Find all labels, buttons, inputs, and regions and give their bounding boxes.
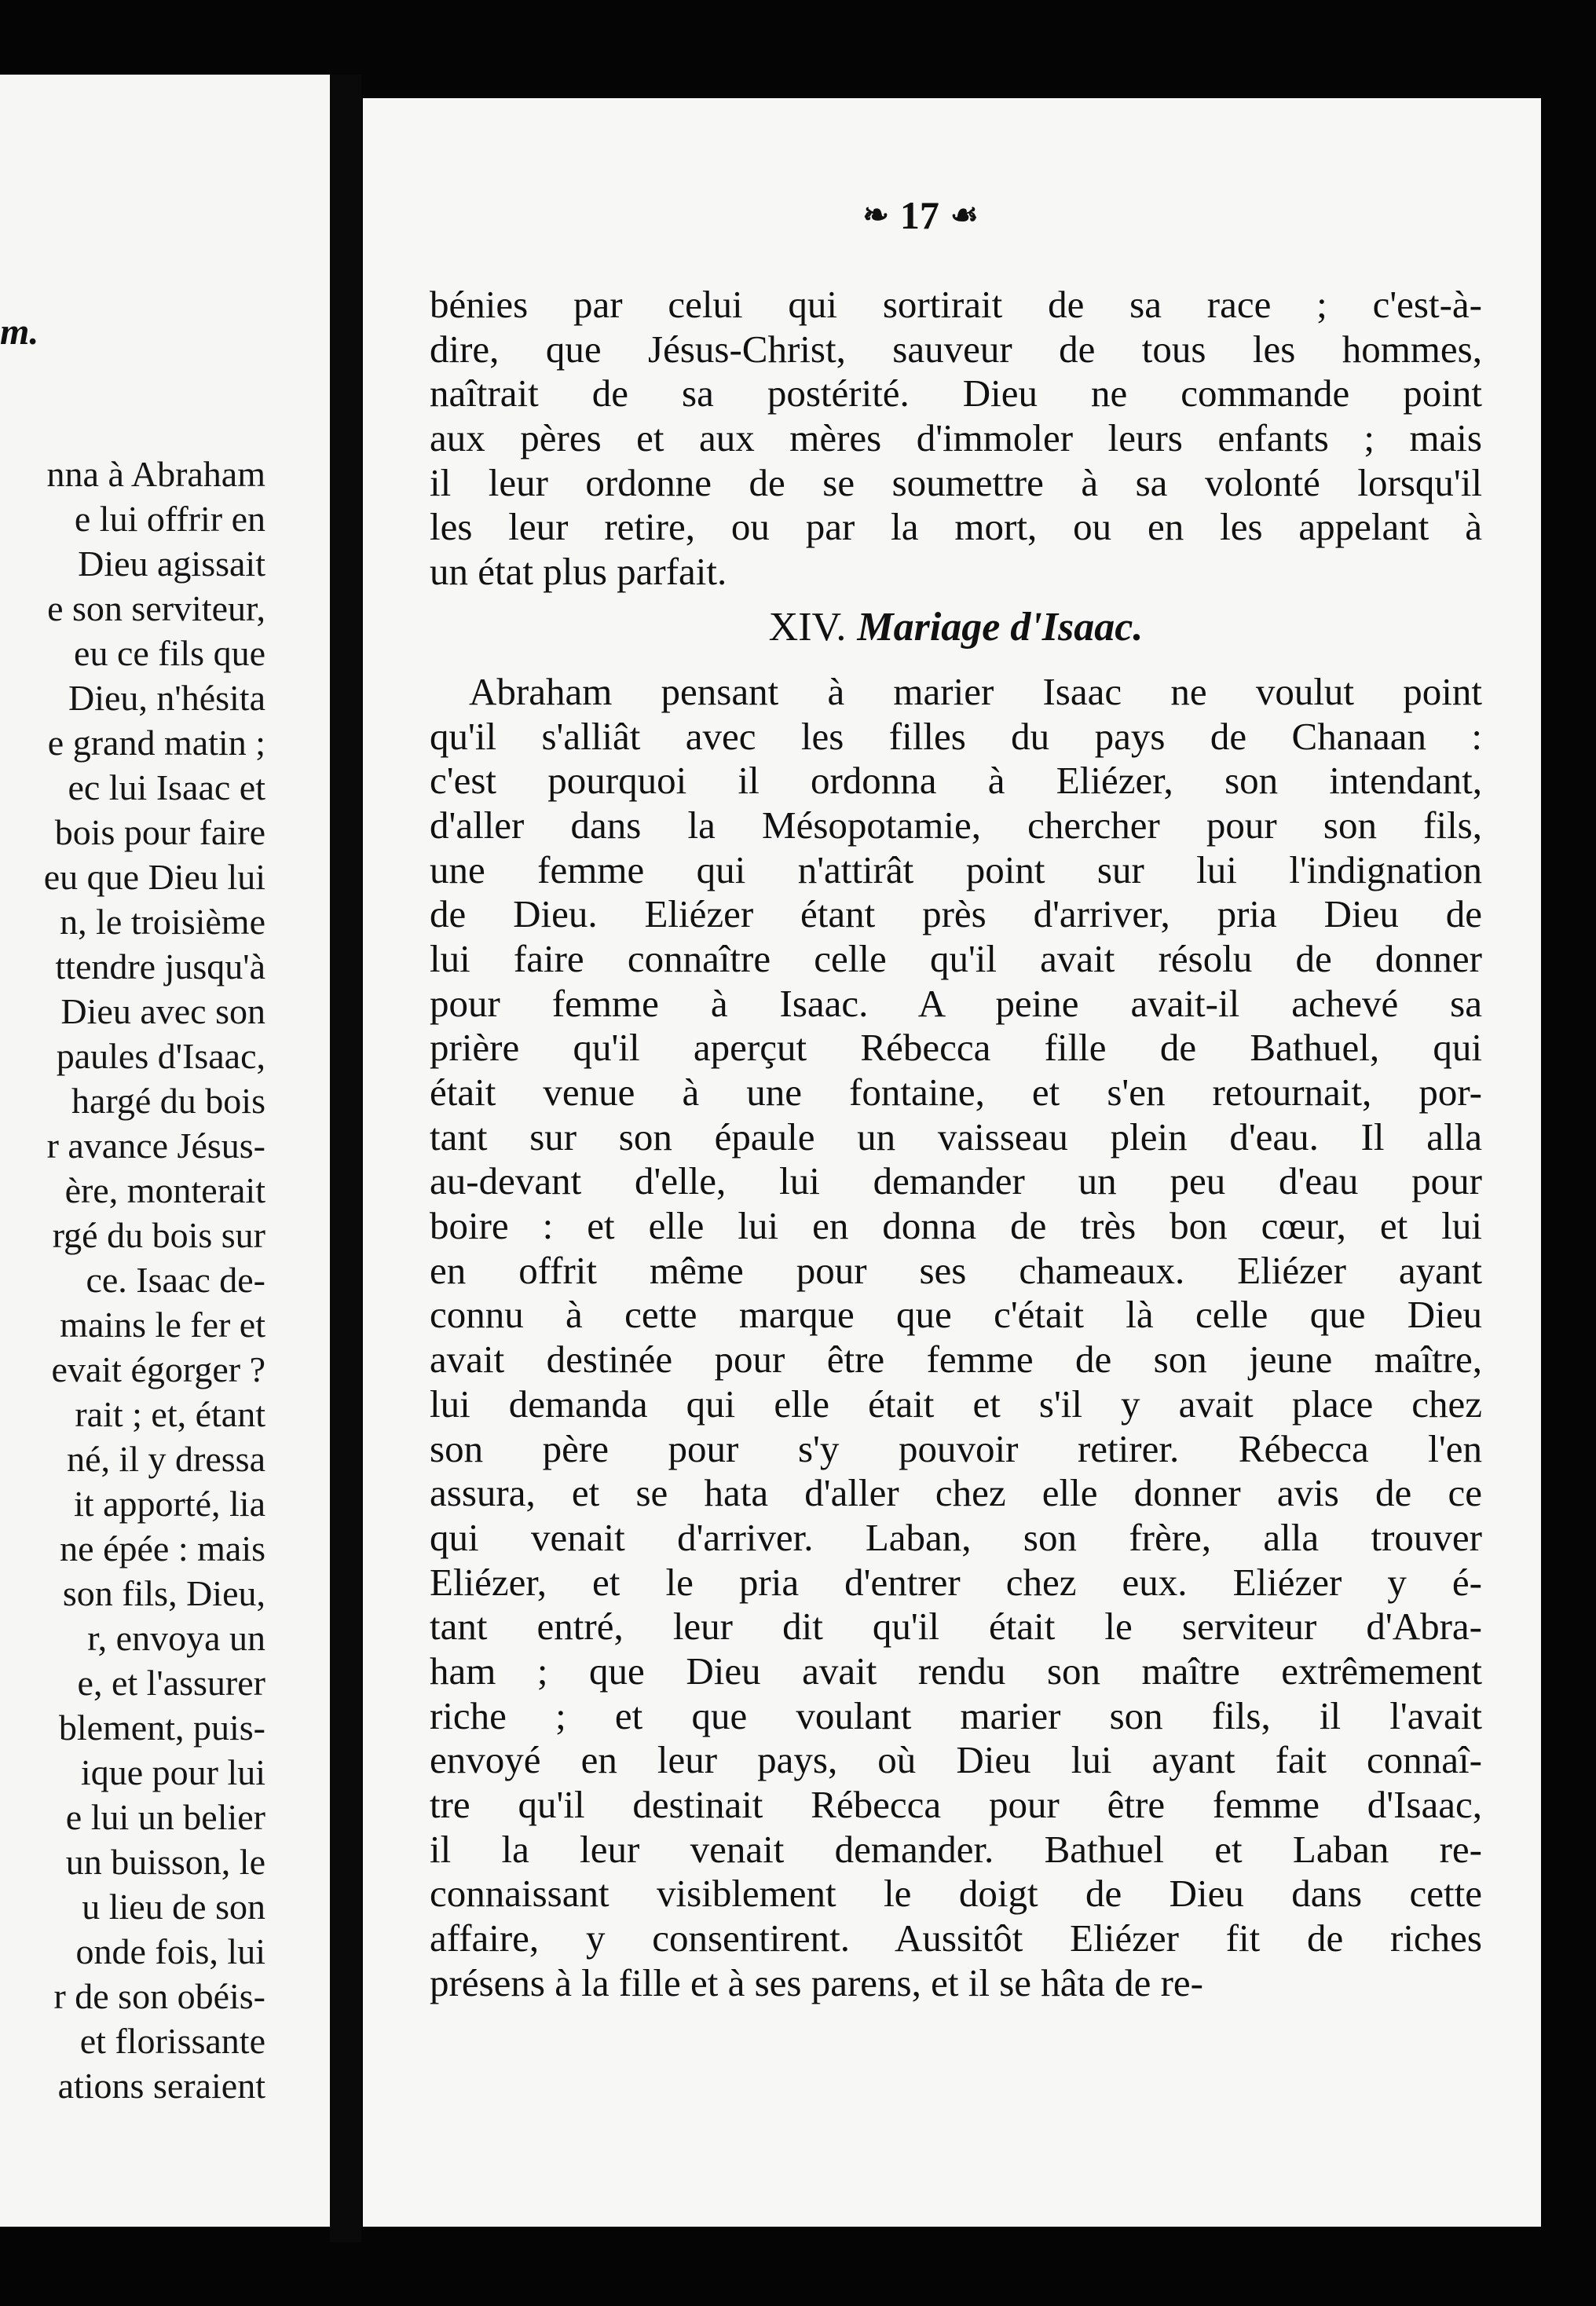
text-line: aux pères et aux mères d'immoler leurs enfants ; mais (430, 416, 1482, 460)
text-line: evait égorger ? (51, 1349, 265, 1389)
text-line: connu à cette marque que c'était là celle que Dieu (430, 1293, 1482, 1337)
text-line: nna à Abraham (46, 454, 265, 494)
text-line: au-devant d'elle, lui demander un peu d'eau pour (430, 1159, 1482, 1203)
text-line: bénies par celui qui sortirait de sa race ; c'est-à- (430, 283, 1482, 326)
text-line: avait destinée pour être femme de son jeune maître, (430, 1338, 1482, 1382)
text-line: d'aller dans la Mésopotamie, chercher pour son fils, (430, 803, 1482, 847)
text-line: qui venait d'arriver. Laban, son frère, alla trouver (430, 1515, 1482, 1559)
text-line: un état plus parfait. (430, 550, 727, 594)
text-line: eu ce fils que (74, 633, 265, 673)
text-line: et florissante (79, 2021, 265, 2061)
text-line: paules d'Isaac, (56, 1036, 265, 1076)
text-line: blement, puis- (58, 1708, 265, 1748)
text-line: e son serviteur, (47, 588, 265, 628)
text-line: Dieu, n'hésita (68, 678, 265, 718)
text-line: r, envoya un (87, 1618, 265, 1658)
text-line: était venue à une fontaine, et s'en retournait, por- (430, 1071, 1482, 1114)
text-line: une femme qui n'attirât point sur lui l'indignation (430, 847, 1482, 891)
text-line: ne épée : mais (60, 1528, 265, 1568)
text-line: n, le troisième (60, 902, 265, 942)
text-line: pour femme à Isaac. A peine avait-il achevé sa (430, 981, 1482, 1025)
text-line: de Dieu. Eliézer étant près d'arriver, pria Dieu de (430, 892, 1482, 936)
text-line: il la leur venait demander. Bathuel et Laban re- (430, 1827, 1482, 1871)
text-line: rait ; et, étant (75, 1394, 265, 1434)
text-line: u lieu de son (82, 1887, 265, 1927)
text-line: Dieu agissait (78, 544, 265, 584)
binding-gutter (330, 75, 361, 2242)
section-title: Mariage d'Isaac. (857, 604, 1144, 650)
text-line: les leur retire, ou par la mort, ou en les appelant à (430, 505, 1482, 549)
section-heading (430, 599, 1482, 656)
text-line: ations seraient (57, 2066, 265, 2106)
text-line: prière qu'il aperçut Rébecca fille de Bathuel, qui (430, 1026, 1482, 1070)
text-line: Abraham pensant à marier Isaac ne voulut point (469, 669, 1482, 713)
paragraph-continued (430, 283, 1482, 595)
text-line: e grand matin ; (47, 723, 265, 763)
text-line: riche ; et que voulant marier son fils, il l'avait (430, 1693, 1482, 1737)
text-line: onde fois, lui (75, 1931, 265, 1971)
text-line: connaissant visiblement le doigt de Dieu dans cette (430, 1872, 1482, 1916)
text-line: Dieu avec son (60, 991, 265, 1031)
text-line: ham ; que Dieu avait rendu son maître extrêmement (430, 1649, 1482, 1693)
text-line: un buisson, le (65, 1842, 265, 1882)
text-line: tant sur son épaule un vaisseau plein d'eau. Il alla (430, 1115, 1482, 1158)
text-line: r avance Jésus- (46, 1126, 265, 1166)
text-line: mains le fer et (60, 1305, 265, 1345)
text-line: ère, monterait (64, 1170, 265, 1210)
text-line: ce. Isaac de- (86, 1260, 265, 1300)
previous-page-text (44, 452, 265, 2108)
paragraph-mariage-isaac (430, 670, 1482, 2006)
text-line: envoyé en leur pays, où Dieu lui ayant fait connaî- (430, 1738, 1482, 1782)
text-line: lui demanda qui elle était et s'il y avait place chez (430, 1382, 1482, 1426)
text-line: son père pour s'y pouvoir retirer. Rébecca l'en (430, 1426, 1482, 1470)
text-line: hargé du bois (71, 1081, 265, 1121)
page-text (430, 283, 1482, 2005)
text-line: dire, que Jésus-Christ, sauveur de tous les hommes, (430, 327, 1482, 371)
text-line: rgé du bois sur (52, 1215, 265, 1255)
text-line: tre qu'il destinait Rébecca pour être femme d'Isaac, (430, 1783, 1482, 1826)
text-line: e lui offrir en (74, 499, 265, 539)
text-line: eu que Dieu lui (43, 857, 265, 897)
text-line: Eliézer, et le pria d'entrer chez eux. Eliézer y é- (430, 1560, 1482, 1604)
ornament-right-icon: ☙ (950, 197, 979, 232)
text-line: né, il y dressa (67, 1439, 265, 1479)
text-line: ec lui Isaac et (68, 767, 265, 807)
ornament-left-icon: ❧ (862, 197, 889, 232)
text-line: il leur ordonne de se soumettre à sa volonté lorsqu'il (430, 460, 1482, 504)
page-number: 17 (899, 193, 939, 237)
text-line: e, et l'assurer (77, 1663, 265, 1703)
book-page (363, 98, 1541, 2227)
text-line: naîtrait de sa postérité. Dieu ne commande point (430, 372, 1482, 415)
page-header (818, 192, 1023, 238)
text-line: qu'il s'alliât avec les filles du pays de Chanaan : (430, 714, 1482, 758)
text-line: r de son obéis- (53, 1976, 265, 2016)
text-line: en offrit même pour ses chameaux. Eliézer ayant (430, 1248, 1482, 1292)
text-line: it apporté, lia (74, 1484, 265, 1524)
text-line: boire : et elle lui en donna de très bon cœur, et lui (430, 1204, 1482, 1248)
text-line: e lui un belier (65, 1797, 265, 1837)
text-line: présens à la fille et à ses parens, et il se hâta de re- (430, 1960, 1204, 2004)
text-line: affaire, y consentirent. Aussitôt Eliézer fit de riches (430, 1916, 1482, 1960)
previous-page-fragment (0, 75, 330, 2227)
text-line: assura, et se hata d'aller chez elle donner avis de ce (430, 1471, 1482, 1515)
text-line: tant entré, leur dit qu'il était le serviteur d'Abra- (430, 1605, 1482, 1649)
text-line: ique pour lui (80, 1752, 265, 1792)
text-line: son fils, Dieu, (62, 1573, 265, 1613)
previous-page-header: m. (0, 311, 39, 353)
section-number: XIV. (768, 604, 847, 650)
text-line: lui faire connaître celle qu'il avait résolu de donner (430, 936, 1482, 980)
text-line: bois pour faire (54, 812, 265, 852)
text-line: c'est pourquoi il ordonna à Eliézer, son intendant, (430, 759, 1482, 803)
text-line: ttendre jusqu'à (55, 946, 265, 986)
